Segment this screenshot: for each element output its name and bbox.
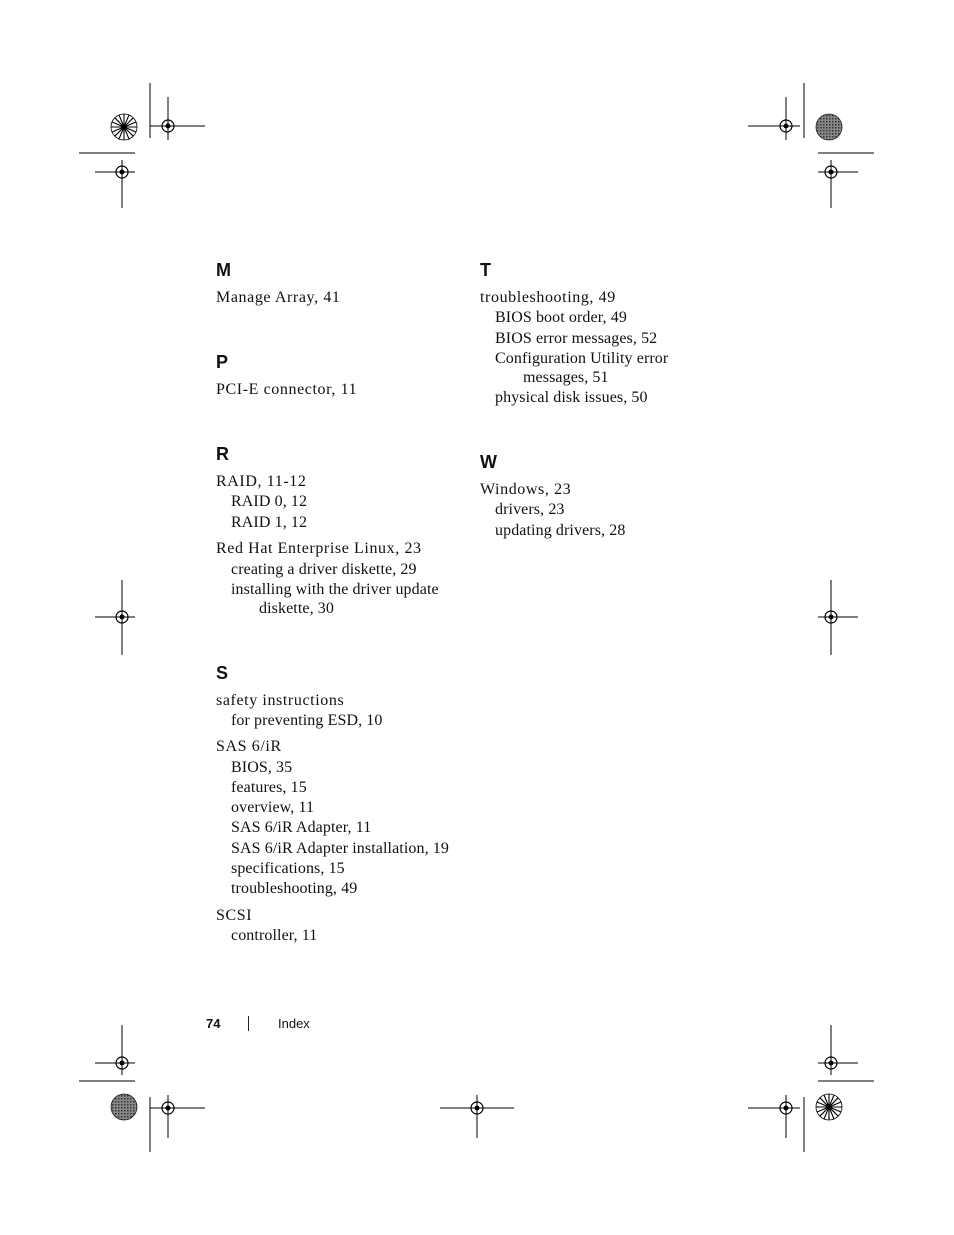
index-subentry: creating a driver diskette, 29 xyxy=(231,561,417,578)
index-letter-heading: T xyxy=(480,260,491,280)
index-subentry: features, 15 xyxy=(231,779,307,796)
index-entry: Manage Array, 41 xyxy=(216,289,341,306)
index-entry: Windows, 23 xyxy=(480,481,572,498)
footer-section-label: Index xyxy=(278,1016,310,1031)
index-subentry: for preventing ESD, 10 xyxy=(231,712,383,729)
index-letter-heading: R xyxy=(216,444,229,464)
index-subentry: BIOS boot order, 49 xyxy=(495,309,627,326)
index-subentry: troubleshooting, 49 xyxy=(231,880,358,897)
index-entry: safety instructions xyxy=(216,692,345,709)
index-subentry: BIOS error messages, 52 xyxy=(495,330,658,347)
index-subentry: specifications, 15 xyxy=(231,860,345,877)
index-entry: RAID, 11-12 xyxy=(216,473,307,490)
index-subentry: drivers, 23 xyxy=(495,501,565,518)
index-entry: SCSI xyxy=(216,907,253,924)
index-subentry: BIOS, 35 xyxy=(231,759,293,776)
index-entry: troubleshooting, 49 xyxy=(480,289,616,306)
index-entry: PCI-E connector, 11 xyxy=(216,381,358,398)
index-entry: Red Hat Enterprise Linux, 23 xyxy=(216,540,422,557)
index-letter-heading: S xyxy=(216,663,229,683)
footer-divider xyxy=(248,1016,249,1031)
index-letter-heading: M xyxy=(216,260,231,280)
index-subentry: physical disk issues, 50 xyxy=(495,389,648,406)
index-subentry-continuation: messages, 51 xyxy=(523,369,609,386)
index-subentry: SAS 6/iR Adapter, 11 xyxy=(231,819,372,836)
index-subentry: installing with the driver update xyxy=(231,581,439,598)
index-subentry: overview, 11 xyxy=(231,799,315,816)
index-entry: SAS 6/iR xyxy=(216,738,282,755)
index-subentry: updating drivers, 28 xyxy=(495,522,626,539)
index-subentry: controller, 11 xyxy=(231,927,318,944)
index-subentry: SAS 6/iR Adapter installation, 19 xyxy=(231,840,449,857)
index-letter-heading: W xyxy=(480,452,497,472)
index-letter-heading: P xyxy=(216,352,229,372)
index-subentry: Configuration Utility error xyxy=(495,350,669,367)
page-number: 74 xyxy=(206,1016,221,1031)
index-subentry-continuation: diskette, 30 xyxy=(259,600,334,617)
index-subentry: RAID 0, 12 xyxy=(231,493,308,510)
index-subentry: RAID 1, 12 xyxy=(231,514,308,531)
